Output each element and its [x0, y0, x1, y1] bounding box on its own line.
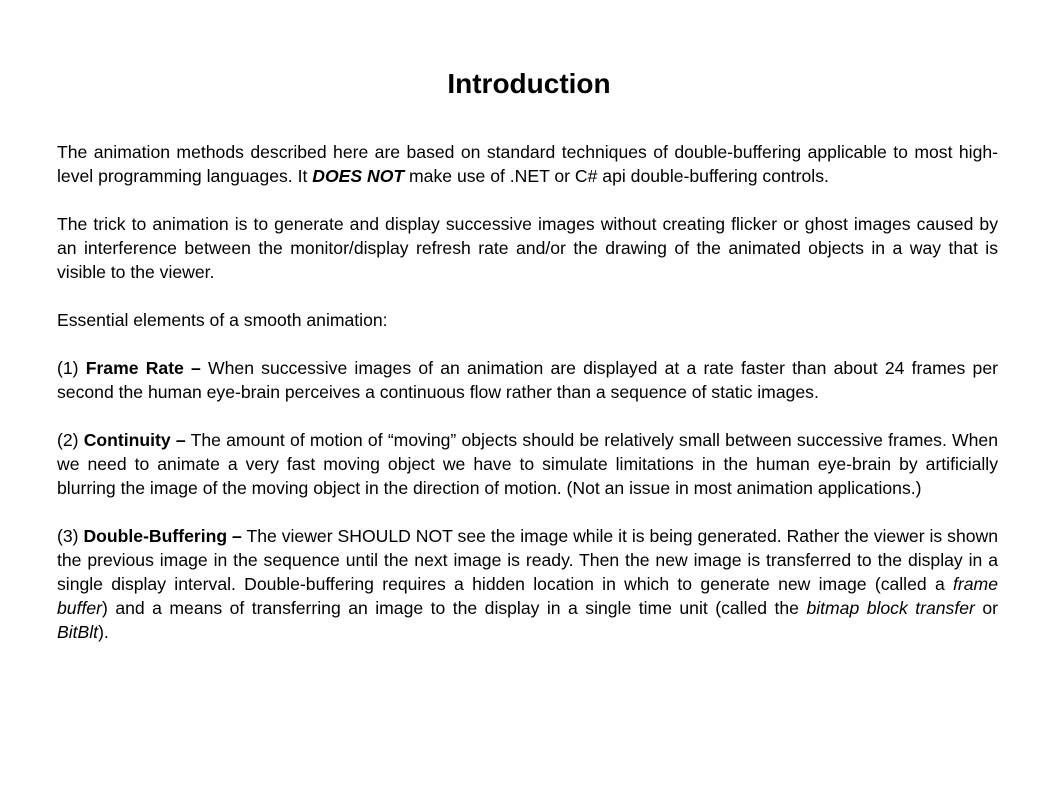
emphasis-does-not: DOES NOT — [312, 166, 405, 186]
list-item-double-buffering — [57, 524, 998, 644]
elements-heading: Essential elements of a smooth animation: — [57, 310, 388, 330]
item-text: The amount of motion of “moving” objects should be relatively small between successive frames. When we need to animate a very fast moving object we have to simulate limitations in the human eye-brain by artificially blurring the image of the moving object in the direction of motion. (Not an issue in most animation applications.) — [57, 430, 999, 498]
item-number: (2) — [57, 430, 84, 450]
item-text: ) and a means of transferring an image to the display in a single time unit (called the — [102, 598, 807, 618]
item-text: or — [974, 598, 998, 618]
term-bitblt: BitBlt — [57, 622, 99, 642]
item-number: (1) — [57, 358, 86, 378]
item-text: ). — [98, 622, 109, 642]
list-item-continuity — [57, 428, 998, 500]
term-frame-buffer: frame buffer — [57, 574, 998, 618]
item-term: Double-Buffering – — [83, 526, 242, 546]
item-text: When successive images of an animation are displayed at a rate faster than about 24 frames per second the human eye-brain perceives a continuous flow rather than a sequence of static images. — [57, 358, 998, 402]
item-term: Frame Rate – — [85, 358, 201, 378]
item-term: Continuity – — [83, 430, 186, 450]
intro-paragraph-2: The trick to animation is to generate and display successive images without creating flicker or ghost images caused by an interference between the monitor/display refresh rate and/or the drawing of the animated objects in a way that is visible to the viewer. — [57, 214, 998, 282]
intro-text-1a: The animation methods described here are based on standard techniques of double-buffering applicable to most high-level programming languages. It — [57, 142, 998, 186]
item-number: (3) — [57, 526, 84, 546]
term-bitmap-block-transfer: bitmap block transfer — [806, 598, 975, 618]
intro-text-1b: make use of .NET or C# api double-buffering controls. — [404, 166, 829, 186]
item-text: The viewer SHOULD NOT see the image while it is being generated. Rather the viewer is shown the previous image in the sequence until the next image is ready. Then the new image is transferred to the display in a single display interval. Double-buffering requires a hidden location in which to generate new image (called a — [57, 526, 998, 594]
list-item-frame-rate — [57, 356, 998, 404]
page-title: Introduction — [447, 68, 611, 99]
slide-body — [57, 140, 998, 644]
intro-paragraph-1 — [57, 140, 998, 188]
